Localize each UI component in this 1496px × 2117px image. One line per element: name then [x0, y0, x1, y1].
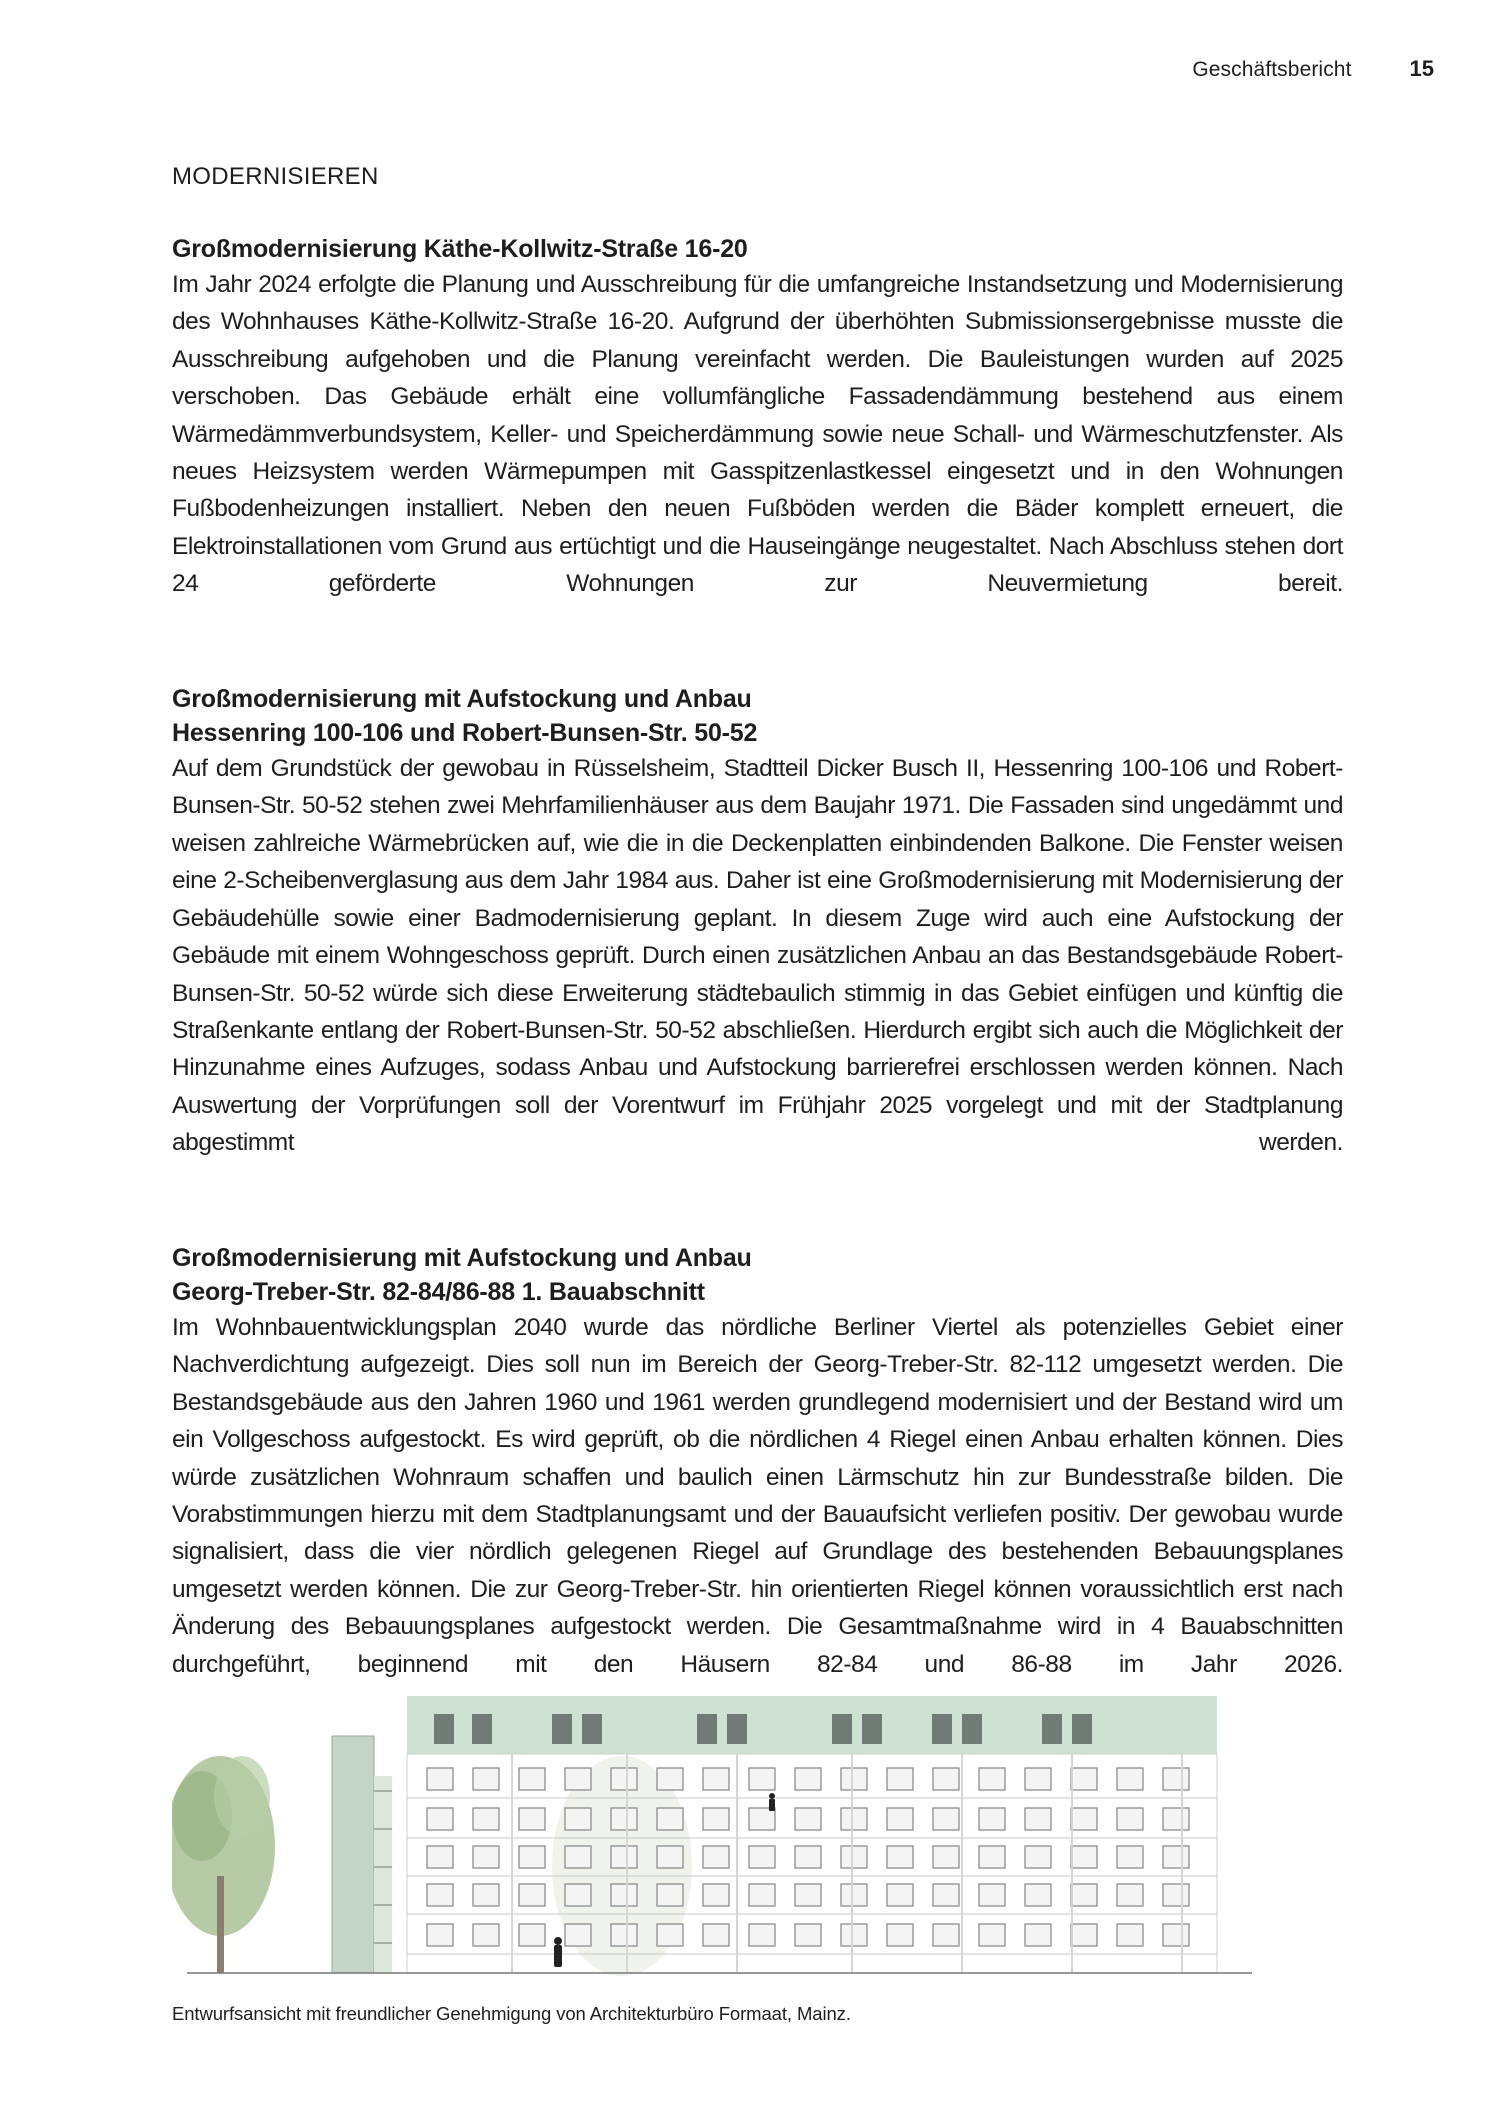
facade-window	[611, 1846, 637, 1868]
facade-window	[933, 1846, 959, 1868]
article-subheading-line: Hessenring 100-106 und Robert-Bunsen-Str. 50-52	[172, 719, 758, 748]
facade-window	[979, 1808, 1005, 1830]
building-elevation-drawing	[172, 1676, 1252, 1981]
facade-window	[933, 1808, 959, 1830]
facade-window	[795, 1884, 821, 1906]
facade-window	[1071, 1808, 1097, 1830]
facade-window	[611, 1808, 637, 1830]
facade-window	[473, 1808, 499, 1830]
rooftop-window	[832, 1714, 852, 1744]
facade-window	[519, 1808, 545, 1830]
facade-window	[887, 1924, 913, 1946]
facade-window	[657, 1846, 683, 1868]
rooftop-window	[552, 1714, 572, 1744]
facade-window	[519, 1768, 545, 1790]
facade-window	[1071, 1768, 1097, 1790]
facade-window	[1117, 1924, 1143, 1946]
facade-window	[979, 1846, 1005, 1868]
facade-window	[565, 1768, 591, 1790]
article-kaethe-kollwitz	[172, 232, 1343, 640]
facade-window	[565, 1808, 591, 1830]
rooftop-window	[1042, 1714, 1062, 1744]
page-number: 15	[1409, 56, 1434, 81]
facade-window	[427, 1884, 453, 1906]
rooftop-window	[727, 1714, 747, 1744]
facade-window	[1025, 1808, 1051, 1830]
rooftop-addition	[407, 1696, 1217, 1754]
facade-window	[565, 1846, 591, 1868]
rooftop-window	[932, 1714, 952, 1744]
facade-window	[841, 1924, 867, 1946]
facade-window	[657, 1884, 683, 1906]
facade-window	[933, 1768, 959, 1790]
article-heading-line: Großmodernisierung mit Aufstockung und Anbau	[172, 1243, 752, 1272]
facade-window	[519, 1924, 545, 1946]
facade-window	[1071, 1846, 1097, 1868]
facade-window	[611, 1884, 637, 1906]
facade-window	[703, 1924, 729, 1946]
facade-window	[887, 1846, 913, 1868]
facade-window	[1163, 1846, 1189, 1868]
facade-window	[841, 1768, 867, 1790]
facade-window	[1025, 1884, 1051, 1906]
facade-window	[1025, 1768, 1051, 1790]
tree-trunk	[217, 1876, 224, 1973]
facade-window	[979, 1884, 1005, 1906]
article-heading-line: Großmodernisierung Käthe-Kollwitz-Straße 16-20	[172, 235, 748, 263]
facade-window	[1163, 1884, 1189, 1906]
facade-window	[519, 1846, 545, 1868]
facade-window	[841, 1846, 867, 1868]
facade-window	[795, 1846, 821, 1868]
facade-window	[1025, 1924, 1051, 1946]
facade-window	[749, 1808, 775, 1830]
facade-window	[427, 1808, 453, 1830]
article-heading	[172, 232, 1343, 266]
facade-window	[565, 1884, 591, 1906]
facade-window	[703, 1808, 729, 1830]
facade-window	[473, 1924, 499, 1946]
article-body: Auf dem Grundstück der gewobau in Rüsselsheim, Stadtteil Dicker Busch II, Hessenring 100-106 und Robert-Bunsen-Str. 50-52 stehen zwei Mehrfamilienhäuser aus dem Baujahr 1971. Die Fassaden sind ungedämmt und weisen zahlreiche Wärmebrücken auf, wie die in die Deckenplatten einbindenden Balkone. Die Fenster weisen eine 2-Scheibenverglasung aus dem Jahr 1984 aus. Daher ist eine Großmodernisierung mit Modernisierung der Gebäudehülle sowie einer Badmodernisierung geplant. In diesem Zuge wird auch eine Aufstockung der Gebäude mit einem Wohngeschoss geprüft. Durch einen zusätzlichen Anbau an das Bestandsgebäude Robert-Bunsen-Str. 50-52 würde sich diese Erweiterung städtebaulich stimmig in das Gebiet einfügen und künftig die Straßenkante entlang der Robert-Bunsen-Str. 50-52 abschließen. Hierdurch ergibt sich auch die Möglichkeit der Hinzunahme eines Aufzuges, sodass Anbau und Aufstockung barrierefrei erschlossen werden können. Nach Auswertung der Vorprüfungen soll der Vorentwurf im Frühjahr 2025 vorgelegt und mit der Stadtplanung abgestimmt werden.	[172, 755, 1343, 1157]
facade-window	[703, 1768, 729, 1790]
facade-window	[1025, 1846, 1051, 1868]
facade-window	[427, 1846, 453, 1868]
facade-window	[657, 1924, 683, 1946]
tree-foliage	[214, 1756, 270, 1836]
facade-window	[473, 1884, 499, 1906]
facade-window	[749, 1884, 775, 1906]
facade-window	[979, 1768, 1005, 1790]
facade-window	[1163, 1924, 1189, 1946]
facade-window	[473, 1768, 499, 1790]
article-body: Im Wohnbauentwicklungsplan 2040 wurde das nördliche Berliner Viertel als potenzielles Gebiet einer Nachverdichtung aufgezeigt. Dies soll nun im Bereich der Georg-Treber-Str. 82-112 umgesetzt werden. Die Bestandsgebäude aus den Jahren 1960 und 1961 werden grundlegend modernisiert und der Bestand wird um ein Vollgeschoss aufgestockt. Es wird geprüft, ob die nördlichen 4 Riegel einen Anbau erhalten können. Dies würde zusätzlichen Wohnraum schaffen und baulich einen Lärmschutz hin zur Bundesstraße bilden. Die Vorabstimmungen hierzu mit dem Stadtplanungsamt und der Bauaufsicht verliefen positiv. Der gewobau wurde signalisiert, dass die vier nördlich gelegenen Riegel auf Grundlage des bestehenden Bebauungsplanes umgesetzt werden können. Die zur Georg-Treber-Str. hin orientierten Riegel können voraussichtlich erst nach Änderung des Bebauungsplanes aufgestockt werden. Die Gesamtmaßnahme wird in 4 Bauabschnitten durchgeführt, beginnend mit den Häusern 82-84 und 86-88 im Jahr 2026.	[172, 1313, 1343, 1678]
facade-window	[611, 1768, 637, 1790]
person-figure	[554, 1937, 562, 1945]
facade-window	[933, 1924, 959, 1946]
facade-window	[1117, 1884, 1143, 1906]
article-heading	[172, 682, 1343, 750]
facade-window	[795, 1768, 821, 1790]
person-figure	[769, 1793, 775, 1799]
facade-window	[1163, 1808, 1189, 1830]
rooftop-window	[862, 1714, 882, 1744]
facade-window	[519, 1884, 545, 1906]
article-georg-treber	[172, 1241, 1343, 1720]
main-content	[172, 160, 1343, 1762]
facade-window	[887, 1768, 913, 1790]
section-title: Geschäftsbericht	[1192, 58, 1352, 81]
rooftop-window	[434, 1714, 454, 1744]
running-header	[1192, 56, 1434, 82]
person-figure	[554, 1945, 562, 1967]
facade-window	[749, 1768, 775, 1790]
facade-window	[841, 1808, 867, 1830]
section-kicker: MODERNISIEREN	[172, 163, 379, 190]
facade-window	[1117, 1768, 1143, 1790]
facade-window	[841, 1884, 867, 1906]
facade-window	[795, 1808, 821, 1830]
facade-window	[979, 1924, 1005, 1946]
facade-window	[887, 1884, 913, 1906]
facade-window	[749, 1846, 775, 1868]
facade-window	[473, 1846, 499, 1868]
rooftop-window	[962, 1714, 982, 1744]
article-heading	[172, 1241, 1343, 1309]
facade-window	[1117, 1808, 1143, 1830]
facade-window	[657, 1768, 683, 1790]
facade-window	[795, 1924, 821, 1946]
facade-window	[565, 1924, 591, 1946]
rooftop-window	[1072, 1714, 1092, 1744]
facade-window	[749, 1924, 775, 1946]
stair-tower	[332, 1736, 374, 1973]
facade-window	[703, 1884, 729, 1906]
architectural-elevation-figure	[172, 1676, 1252, 1981]
facade-window	[1163, 1768, 1189, 1790]
facade-window	[611, 1924, 637, 1946]
facade-window	[703, 1846, 729, 1868]
facade-window	[887, 1808, 913, 1830]
facade-window	[933, 1884, 959, 1906]
facade-window	[427, 1924, 453, 1946]
rooftop-window	[697, 1714, 717, 1744]
rooftop-window	[582, 1714, 602, 1744]
article-heading-line: Großmodernisierung mit Aufstockung und Anbau	[172, 685, 752, 714]
facade-window	[657, 1808, 683, 1830]
facade-window	[427, 1768, 453, 1790]
article-hessenring	[172, 682, 1343, 1199]
facade-window	[1071, 1884, 1097, 1906]
facade-window	[1071, 1924, 1097, 1946]
facade-window	[1117, 1846, 1143, 1868]
rooftop-window	[472, 1714, 492, 1744]
person-figure	[769, 1799, 775, 1811]
article-subheading-line: Georg-Treber-Str. 82-84/86-88 1. Bauabschnitt	[172, 1277, 705, 1306]
figure-caption: Entwurfsansicht mit freundlicher Genehmigung von Architekturbüro Formaat, Mainz.	[172, 2003, 851, 2024]
article-body: Im Jahr 2024 erfolgte die Planung und Ausschreibung für die umfangreiche Instandsetzung und Modernisierung des Wohnhauses Käthe-Kollwitz-Straße 16-20. Aufgrund der überhöhten Submissionsergebnisse musste die Ausschreibung aufgehoben und die Planung vereinfacht werden. Die Bauleistungen wurden auf 2025 verschoben. Das Gebäude erhält eine vollumfängliche Fassadendämmung bestehend aus einem Wärmedämmverbundsystem, Keller- und Speicherdämmung sowie neue Schall- und Wärmeschutzfenster. Als neues Heizsystem werden Wärmepumpen mit Gasspitzenlastkessel eingesetzt und in den Wohnungen Fußbodenheizungen installiert. Neben den neuen Fußböden werden die Bäder komplett erneuert, die Elektroinstallationen vom Grund aus ertüchtigt und die Hauseingänge neugestaltet. Nach Abschluss stehen dort 24 geförderte Wohnungen zur Neuvermietung bereit.	[172, 271, 1343, 598]
